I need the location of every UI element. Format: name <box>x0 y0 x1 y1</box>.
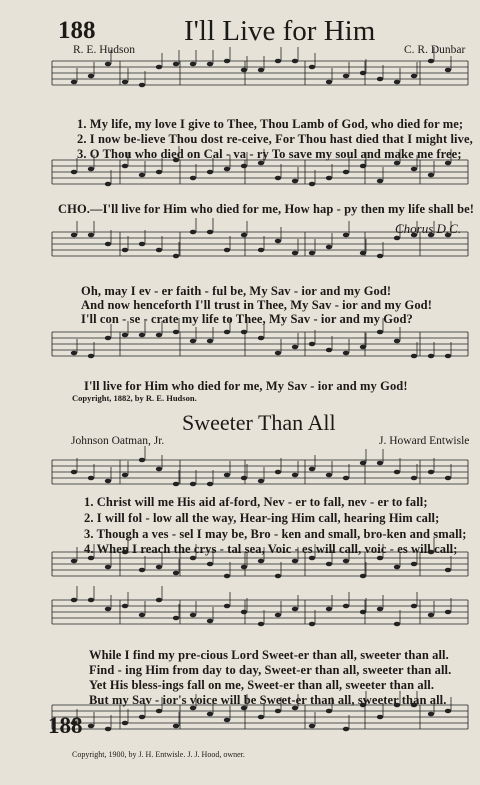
composer: J. Howard Entwisle <box>379 435 470 447</box>
note-head <box>241 610 247 615</box>
page-number: 188 <box>48 713 83 738</box>
note-head <box>122 721 128 726</box>
note-head <box>445 161 451 166</box>
note-head <box>105 565 111 570</box>
note-head <box>275 176 281 181</box>
note-head <box>343 476 349 481</box>
note-head <box>173 254 179 259</box>
note-head <box>207 562 213 567</box>
note-head <box>343 351 349 356</box>
note-head <box>377 254 383 259</box>
note-head <box>190 176 196 181</box>
note-head <box>343 604 349 609</box>
note-head <box>275 470 281 475</box>
note-head <box>258 161 264 166</box>
verse-line: But my Sav - ior's voice will be Sweet-er than all, sweeter than all. <box>89 693 447 707</box>
note-head <box>207 619 213 624</box>
note-head <box>241 68 247 73</box>
note-head <box>326 245 332 250</box>
lyricist: R. E. Hudson <box>73 44 135 56</box>
note-head <box>88 167 94 172</box>
note-head <box>105 62 111 67</box>
note-head <box>377 179 383 184</box>
verse-line: 1. Christ will me His aid af-ford, Nev - er to fall, nev - er to fall; <box>84 495 428 509</box>
note-head <box>377 607 383 612</box>
note-head <box>343 74 349 79</box>
note-head <box>360 251 366 256</box>
note-head <box>360 345 366 350</box>
note-head <box>105 607 111 612</box>
note-head <box>343 170 349 175</box>
note-head <box>122 473 128 478</box>
note-head <box>275 613 281 618</box>
note-head <box>258 248 264 253</box>
verse-line: 4. When I reach the crys - tal sea, Voic - es will call, voic - es will call; <box>84 542 458 556</box>
note-head <box>156 65 162 70</box>
note-head <box>377 556 383 561</box>
bass-line: I'll live for Him who died for me, My Sav - ior and my God! <box>84 379 408 393</box>
note-head <box>156 709 162 714</box>
note-head <box>156 333 162 338</box>
note-head <box>224 574 230 579</box>
note-head <box>173 724 179 729</box>
note-head <box>445 568 451 573</box>
verse-line: 2. I will fol - low all the way, Hear-ing Him call, hearing Him call; <box>84 511 440 525</box>
note-head <box>428 613 434 618</box>
note-head <box>411 167 417 172</box>
note-head <box>275 709 281 714</box>
note-head <box>88 74 94 79</box>
note-head <box>105 727 111 732</box>
chorus-line: CHO.—I'll live for Him who died for me, How hap - py then my life shall be! <box>58 202 475 216</box>
verse-line: Yet His bless-ings fall on me, Sweet-er than all, sweeter than all. <box>89 678 435 692</box>
copyright: Copyright, 1882, by R. E. Hudson. <box>72 393 197 403</box>
note-head <box>360 610 366 615</box>
note-head <box>156 248 162 253</box>
note-head <box>343 727 349 732</box>
note-head <box>394 470 400 475</box>
note-head <box>190 613 196 618</box>
note-head <box>207 482 213 487</box>
verse-line: 3. O Thou who died on Cal - va - ry To save my soul and make me free; <box>77 147 462 161</box>
note-head <box>71 80 77 85</box>
note-head <box>241 330 247 335</box>
note-head <box>88 476 94 481</box>
note-head <box>88 233 94 238</box>
note-head <box>309 622 315 627</box>
note-head <box>258 622 264 627</box>
note-head <box>190 556 196 561</box>
note-head <box>190 482 196 487</box>
note-head <box>428 470 434 475</box>
note-head <box>411 604 417 609</box>
note-head <box>326 473 332 478</box>
note-head <box>445 68 451 73</box>
note-head <box>139 458 145 463</box>
note-head <box>258 715 264 720</box>
note-head <box>411 74 417 79</box>
note-head <box>190 230 196 235</box>
note-head <box>445 354 451 359</box>
note-head <box>394 236 400 241</box>
note-head <box>241 476 247 481</box>
note-head <box>207 170 213 175</box>
note-head <box>105 182 111 187</box>
note-head <box>241 233 247 238</box>
note-head <box>173 571 179 576</box>
note-head <box>224 473 230 478</box>
note-head <box>71 170 77 175</box>
note-head <box>309 342 315 347</box>
hymn-number: 188 <box>58 17 96 44</box>
note-head <box>326 176 332 181</box>
note-head <box>139 333 145 338</box>
verse-line: 1. My life, my love I give to Thee, Thou Lamb of God, who died for me; <box>77 117 464 131</box>
note-head <box>190 62 196 67</box>
note-head <box>411 562 417 567</box>
note-head <box>224 718 230 723</box>
note-head <box>241 565 247 570</box>
note-head <box>139 173 145 178</box>
stanza-line: I'll con - se - crate my life to Thee, My Sav - ior and my God? <box>81 312 413 326</box>
note-head <box>309 724 315 729</box>
note-head <box>275 239 281 244</box>
note-head <box>326 562 332 567</box>
note-head <box>411 354 417 359</box>
note-head <box>292 559 298 564</box>
note-head <box>71 470 77 475</box>
note-head <box>105 242 111 247</box>
hymn-title: Sweeter Than All <box>182 410 336 435</box>
note-head <box>224 59 230 64</box>
note-head <box>326 709 332 714</box>
note-head <box>71 233 77 238</box>
note-head <box>411 476 417 481</box>
note-head <box>258 479 264 484</box>
note-head <box>224 330 230 335</box>
note-head <box>139 83 145 88</box>
note-head <box>445 709 451 714</box>
verse-line: 3. Though a ves - sel I may be, Bro - ken and small, bro-ken and small; <box>84 527 467 541</box>
note-head <box>224 248 230 253</box>
note-head <box>309 467 315 472</box>
note-head <box>258 559 264 564</box>
note-head <box>309 182 315 187</box>
note-head <box>275 59 281 64</box>
note-head <box>156 598 162 603</box>
note-head <box>224 167 230 172</box>
verse-line: While I find my pre-cious Lord Sweet-er than all, sweeter than all. <box>89 648 449 662</box>
note-head <box>394 565 400 570</box>
note-head <box>122 164 128 169</box>
note-head <box>377 77 383 82</box>
note-head <box>394 161 400 166</box>
note-head <box>394 80 400 85</box>
note-head <box>428 59 434 64</box>
stanza-line: Oh, may I ev - er faith - ful be, My Sav - ior and my God! <box>81 284 392 298</box>
note-head <box>275 574 281 579</box>
note-head <box>207 62 213 67</box>
note-head <box>326 607 332 612</box>
note-head <box>360 71 366 76</box>
note-head <box>292 473 298 478</box>
note-head <box>428 173 434 178</box>
note-head <box>156 467 162 472</box>
note-head <box>122 604 128 609</box>
note-head <box>360 164 366 169</box>
note-head <box>139 613 145 618</box>
note-head <box>88 724 94 729</box>
verse-line: Find - ing Him from day to day, Sweet-er than all, sweeter than all. <box>89 663 452 677</box>
note-head <box>377 715 383 720</box>
stanza-line: And now henceforth I'll trust in Thee, My Sav - ior and my God! <box>81 298 433 312</box>
note-head <box>309 65 315 70</box>
note-head <box>156 170 162 175</box>
note-head <box>173 330 179 335</box>
note-head <box>360 461 366 466</box>
note-head <box>292 179 298 184</box>
note-head <box>173 482 179 487</box>
copyright: Copyright, 1900, by J. H. Entwisle. J. J. Hood, owner. <box>72 750 245 759</box>
note-head <box>292 345 298 350</box>
note-head <box>88 354 94 359</box>
note-head <box>428 712 434 717</box>
note-head <box>105 479 111 484</box>
note-head <box>207 339 213 344</box>
note-head <box>71 598 77 603</box>
note-head <box>71 559 77 564</box>
note-head <box>309 251 315 256</box>
note-head <box>394 622 400 627</box>
note-head <box>173 62 179 67</box>
hymn-title: I'll Live for Him <box>184 15 376 47</box>
note-head <box>428 354 434 359</box>
note-head <box>275 351 281 356</box>
note-head <box>207 230 213 235</box>
note-head <box>326 80 332 85</box>
note-head <box>326 348 332 353</box>
lyricist: Johnson Oatman, Jr. <box>71 435 165 447</box>
composer: C. R. Dunbar <box>404 44 466 56</box>
note-head <box>139 568 145 573</box>
note-head <box>156 565 162 570</box>
note-head <box>139 242 145 247</box>
note-head <box>122 248 128 253</box>
note-head <box>224 604 230 609</box>
note-head <box>258 68 264 73</box>
note-head <box>190 339 196 344</box>
note-head <box>88 598 94 603</box>
note-head <box>207 712 213 717</box>
note-head <box>122 333 128 338</box>
note-head <box>173 616 179 621</box>
note-head <box>241 164 247 169</box>
note-head <box>292 251 298 256</box>
note-head <box>139 715 145 720</box>
note-head <box>377 330 383 335</box>
note-head <box>258 336 264 341</box>
note-head <box>377 461 383 466</box>
note-head <box>309 556 315 561</box>
note-head <box>122 80 128 85</box>
note-head <box>105 336 111 341</box>
note-head <box>343 559 349 564</box>
note-head <box>343 233 349 238</box>
note-head <box>445 476 451 481</box>
verse-line: 2. I now be-lieve Thou dost re-ceive, For Thou hast died that I might live, <box>77 132 473 146</box>
note-head <box>292 59 298 64</box>
note-head <box>88 556 94 561</box>
note-head <box>360 574 366 579</box>
note-head <box>394 339 400 344</box>
chorus-dc-label: Chorus D.C. <box>395 221 462 236</box>
note-head <box>445 610 451 615</box>
note-head <box>71 351 77 356</box>
note-head <box>292 607 298 612</box>
